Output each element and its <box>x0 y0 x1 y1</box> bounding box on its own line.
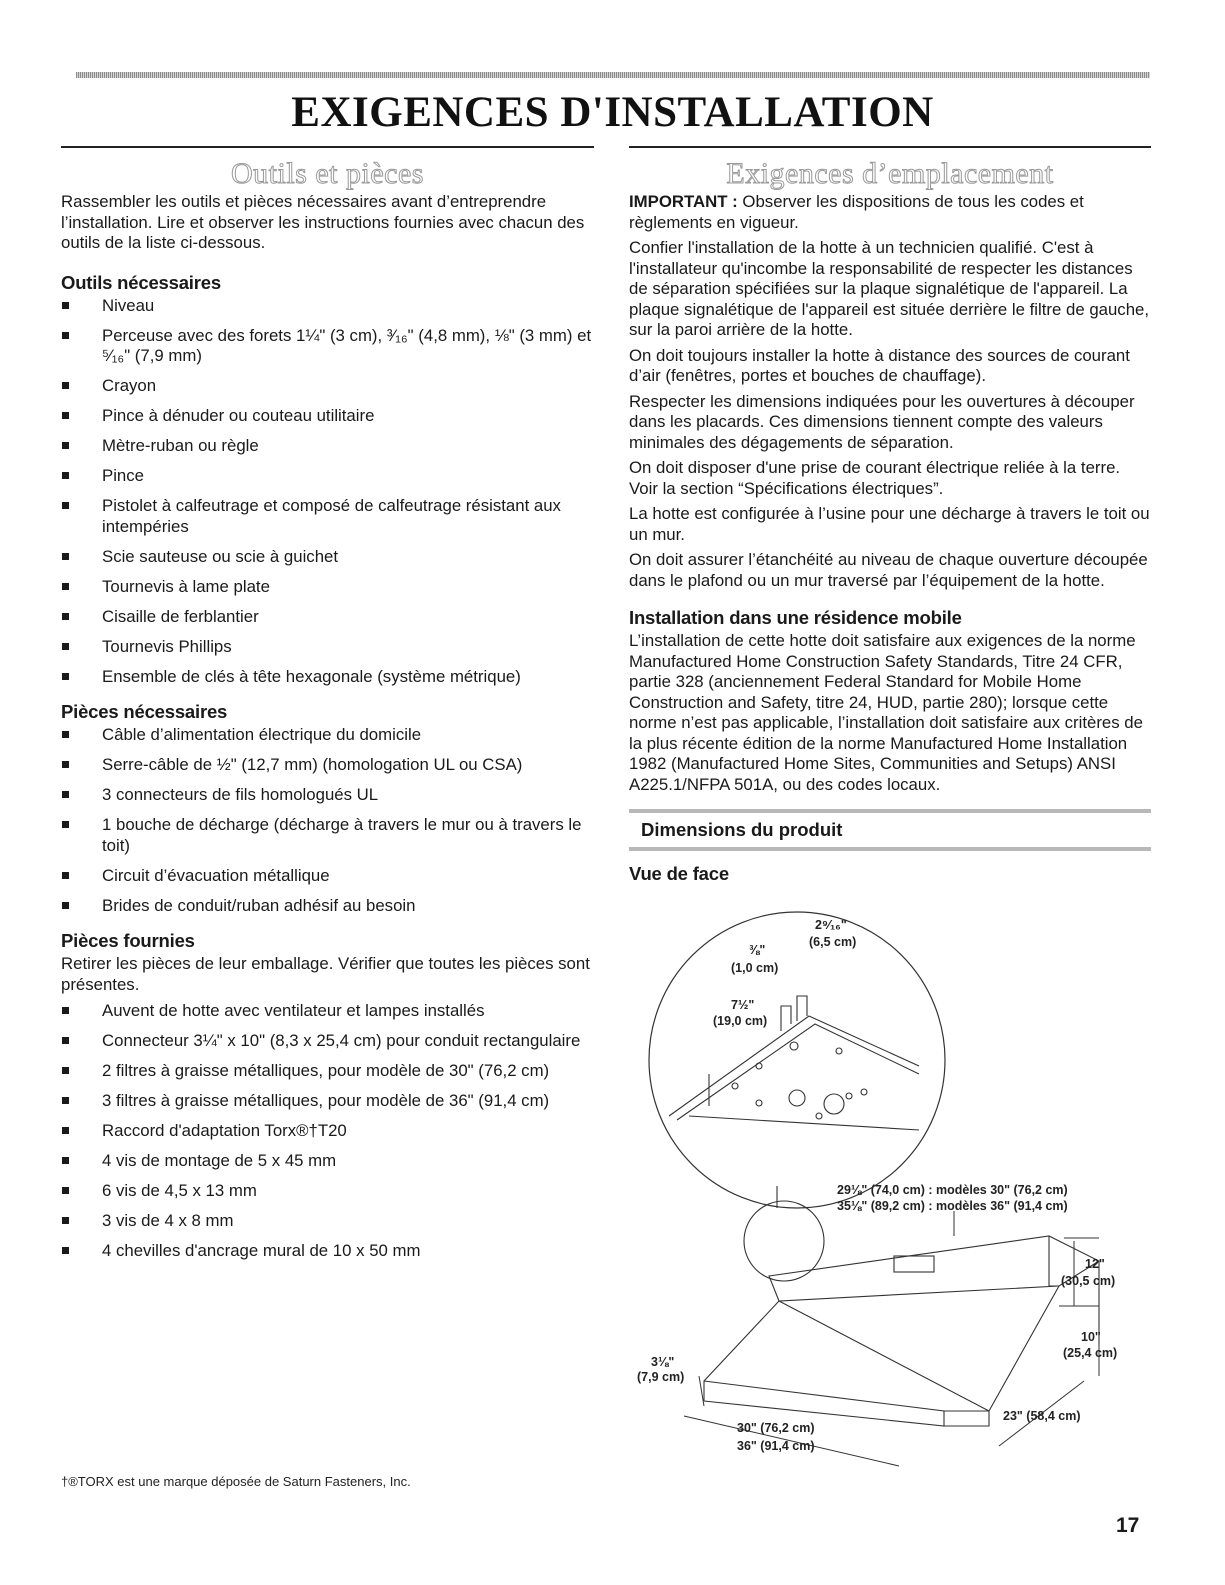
bullet-icon <box>62 673 69 680</box>
list-item: Cisaille de ferblantier <box>61 607 594 628</box>
bullet-icon <box>62 613 69 620</box>
dim-label: 2⁹⁄₁₆" <box>815 918 847 932</box>
dimensions-heading: Dimensions du produit <box>641 819 843 840</box>
page-number: 17 <box>1116 1514 1140 1537</box>
bullet-icon <box>62 382 69 389</box>
list-item: Ensemble de clés à tête hexagonale (système métrique) <box>61 667 594 688</box>
dim-label: (30,5 cm) <box>1061 1274 1116 1288</box>
list-item: Raccord d'adaptation Torx®†T20 <box>61 1121 594 1142</box>
list-item: Serre-câble de ½" (12,7 mm) (homologation UL ou CSA) <box>61 755 594 776</box>
tools-list <box>61 296 594 688</box>
right-column <box>629 146 1151 887</box>
parts-supplied-intro: Retirer les pièces de leur emballage. Vérifier que toutes les pièces sont présentes. <box>61 954 590 994</box>
list-item: Auvent de hotte avec ventilateur et lampes installés <box>61 1001 594 1022</box>
list-item: 6 vis de 4,5 x 13 mm <box>61 1181 594 1202</box>
bullet-icon <box>62 1157 69 1164</box>
mobile-home-heading: Installation dans une résidence mobile <box>629 607 962 628</box>
list-item: Pistolet à calfeutrage et composé de calfeutrage résistant aux intempéries <box>61 496 594 537</box>
dim-label: (25,4 cm) <box>1063 1346 1118 1360</box>
dim-label: 3⅛" <box>651 1355 675 1369</box>
column-rule <box>61 146 594 148</box>
list-item: Crayon <box>61 376 594 397</box>
paragraph: Confier l'installation de la hotte à un technicien qualifié. C'est à l'installateur qu'incombe la responsabilité de respecter les distances de séparation spécifiées sur la plaque signalétique de l'appareil. La plaque signalétique de l'appareil est située derrière le filtre de gauche, sur la paroi arrière de la hotte. <box>629 238 1150 339</box>
bullet-icon <box>62 643 69 650</box>
dim-label: 35⅛" (89,2 cm) : modèles 36" (91,4 cm) <box>837 1199 1068 1213</box>
section-heading-location: Exigences d’emplacement <box>726 157 1054 190</box>
bullet-icon <box>62 1067 69 1074</box>
list-item: Brides de conduit/ruban adhésif au besoin <box>61 896 594 917</box>
intro-paragraph: Rassembler les outils et pièces nécessaires avant d’entreprendre l’installation. Lire et observer les instructions fournies avec chacun des outils de la liste ci-dessous. <box>61 192 585 252</box>
hood-drawing <box>704 1201 1099 1426</box>
parts-needed-list <box>61 725 594 916</box>
bullet-icon <box>62 821 69 828</box>
section-heading-tools-parts: Outils et pièces <box>231 157 424 190</box>
bullet-icon <box>62 472 69 479</box>
list-item: Niveau <box>61 296 594 317</box>
bullet-icon <box>62 302 69 309</box>
page-title: EXIGENCES D'INSTALLATION <box>291 89 934 136</box>
parts-supplied-list <box>61 1001 594 1262</box>
bullet-icon <box>62 332 69 339</box>
list-item: 4 chevilles d'ancrage mural de 10 x 50 mm <box>61 1241 594 1262</box>
left-column <box>61 146 594 1271</box>
bullet-icon <box>62 583 69 590</box>
top-rule <box>76 72 1150 78</box>
dim-label: 12" <box>1085 1257 1105 1271</box>
parts-needed-heading: Pièces nécessaires <box>61 701 228 722</box>
dimensions-banner <box>629 809 1151 851</box>
detail-drawing <box>669 996 919 1130</box>
paragraph: On doit disposer d'une prise de courant électrique reliée à la terre. Voir la section “Spécifications électriques”. <box>629 458 1121 498</box>
dim-label: 23" (58,4 cm) <box>1003 1409 1081 1423</box>
dim-label: 30" (76,2 cm) <box>737 1421 815 1435</box>
bullet-icon <box>62 502 69 509</box>
bullet-icon <box>62 1187 69 1194</box>
list-item: Scie sauteuse ou scie à guichet <box>61 547 594 568</box>
bullet-icon <box>62 1247 69 1254</box>
dim-label: 7½" <box>731 998 755 1012</box>
list-item: 4 vis de montage de 5 x 45 mm <box>61 1151 594 1172</box>
bullet-icon <box>62 902 69 909</box>
parts-supplied-heading: Pièces fournies <box>61 930 195 951</box>
list-item: 2 filtres à graisse métalliques, pour modèle de 30" (76,2 cm) <box>61 1061 594 1082</box>
bullet-icon <box>62 1097 69 1104</box>
list-item: 3 vis de 4 x 8 mm <box>61 1211 594 1232</box>
important-text: Observer les dispositions de tous les codes et règlements en vigueur. <box>629 192 1084 232</box>
column-rule <box>629 146 1151 148</box>
dim-label: 36" (91,4 cm) <box>737 1439 815 1453</box>
list-item: Tournevis à lame plate <box>61 577 594 598</box>
dim-label: (7,9 cm) <box>637 1370 685 1384</box>
front-view-diagram <box>629 906 1149 1486</box>
paragraph: On doit assurer l’étanchéité au niveau de chaque ouverture découpée dans le plafond ou un mur traversé par l’équipement de la hotte. <box>629 550 1148 590</box>
bullet-icon <box>62 872 69 879</box>
dim-label: (1,0 cm) <box>731 961 779 975</box>
bullet-icon <box>62 1007 69 1014</box>
footnote: †®TORX est une marque déposée de Saturn Fasteners, Inc. <box>61 1474 411 1489</box>
list-item: Tournevis Phillips <box>61 637 594 658</box>
paragraph: La hotte est configurée à l’usine pour une décharge à travers le toit ou un mur. <box>629 504 1150 544</box>
bullet-icon <box>62 1037 69 1044</box>
list-item: Câble d’alimentation électrique du domicile <box>61 725 594 746</box>
important-paragraph <box>629 192 1151 233</box>
front-view-heading: Vue de face <box>629 863 729 884</box>
mobile-home-paragraph: L’installation de cette hotte doit satisfaire aux exigences de la norme Manufactured Home Construction Safety Standards, Titre 24 CFR, partie 328 (anciennement Federal Standard for Mobile Home Construction and Safety, titre 24, HUD, partie 280); lorsque cette norme n’est pas applicable, l’installation doit satisfaire aux critères de la plus récente édition de la norme Manufactured Home Installation 1982 (Manufactured Home Sites, Communities and Setups) ANSI A225.1/NFPA 501A, ou des codes locaux. <box>629 631 1143 794</box>
bullet-icon <box>62 761 69 768</box>
list-item: Perceuse avec des forets 1¼" (3 cm), ³⁄₁₆" (4,8 mm), ⅛" (3 mm) et ⁵⁄₁₆" (7,9 mm) <box>61 326 594 367</box>
dim-label: 10" <box>1081 1330 1101 1344</box>
bullet-icon <box>62 731 69 738</box>
list-item: 3 filtres à graisse métalliques, pour modèle de 36" (91,4 cm) <box>61 1091 594 1112</box>
list-item: 1 bouche de décharge (décharge à travers le mur ou à travers le toit) <box>61 815 594 856</box>
bullet-icon <box>62 553 69 560</box>
bullet-icon <box>62 1217 69 1224</box>
dim-label: (6,5 cm) <box>809 935 857 949</box>
bullet-icon <box>62 791 69 798</box>
bullet-icon <box>62 412 69 419</box>
list-item: Connecteur 3¼" x 10" (8,3 x 25,4 cm) pour conduit rectangulaire <box>61 1031 594 1052</box>
tools-heading: Outils nécessaires <box>61 271 221 293</box>
paragraph: On doit toujours installer la hotte à distance des sources de courant d’air (fenêtres, portes et bouches de chauffage). <box>629 345 1130 385</box>
dim-label: 29⅛" (74,0 cm) : modèles 30" (76,2 cm) <box>837 1183 1068 1197</box>
list-item: Pince à dénuder ou couteau utilitaire <box>61 406 594 427</box>
bullet-icon <box>62 442 69 449</box>
paragraph: Respecter les dimensions indiquées pour les ouvertures à découper dans les placards. Ces dimensions tiennent compte des valeurs minimales des dégagements de séparation. <box>629 391 1135 452</box>
dim-label: (19,0 cm) <box>713 1014 768 1028</box>
bullet-icon <box>62 1127 69 1134</box>
list-item: Circuit d’évacuation métallique <box>61 866 594 887</box>
detail-circle <box>649 912 945 1208</box>
important-label: IMPORTANT : <box>629 192 738 211</box>
list-item: Pince <box>61 466 594 487</box>
list-item: Mètre-ruban ou règle <box>61 436 594 457</box>
dim-label: ⅜" <box>749 943 766 957</box>
list-item: 3 connecteurs de fils homologués UL <box>61 785 594 806</box>
